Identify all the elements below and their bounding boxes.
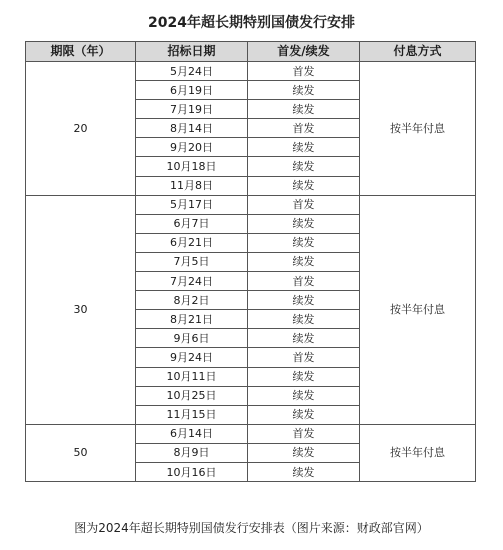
interest-payment-cell: 按半年付息 bbox=[360, 424, 476, 481]
auction-date-cell: 8月9日 bbox=[136, 443, 248, 462]
auction-date-cell: 9月6日 bbox=[136, 329, 248, 348]
header-term: 期限（年） bbox=[26, 42, 136, 62]
issue-type-cell: 续发 bbox=[248, 214, 360, 233]
issue-type-cell: 续发 bbox=[248, 291, 360, 310]
issue-type-cell: 首发 bbox=[248, 348, 360, 367]
header-auction-date: 招标日期 bbox=[136, 42, 248, 62]
issue-type-cell: 续发 bbox=[248, 443, 360, 462]
issue-type-cell: 续发 bbox=[248, 138, 360, 157]
header-row bbox=[26, 42, 476, 62]
term-cell: 30 bbox=[26, 195, 136, 424]
issue-type-cell: 首发 bbox=[248, 424, 360, 443]
bond-schedule-table bbox=[25, 41, 476, 482]
auction-date-cell: 5月24日 bbox=[136, 62, 248, 81]
issue-type-cell: 首发 bbox=[248, 195, 360, 214]
term-cell: 50 bbox=[26, 424, 136, 481]
issue-type-cell: 续发 bbox=[248, 100, 360, 119]
issue-type-cell: 续发 bbox=[248, 157, 360, 176]
issue-type-cell: 续发 bbox=[248, 252, 360, 271]
auction-date-cell: 10月11日 bbox=[136, 367, 248, 386]
table-title: 2024年超长期特别国债发行安排 bbox=[148, 15, 355, 31]
auction-date-cell: 6月14日 bbox=[136, 424, 248, 443]
issue-type-cell: 续发 bbox=[248, 367, 360, 386]
issue-type-cell: 续发 bbox=[248, 405, 360, 424]
auction-date-cell: 11月8日 bbox=[136, 176, 248, 195]
auction-date-cell: 6月21日 bbox=[136, 233, 248, 252]
issue-type-cell: 首发 bbox=[248, 272, 360, 291]
auction-date-cell: 11月15日 bbox=[136, 405, 248, 424]
auction-date-cell: 6月19日 bbox=[136, 81, 248, 100]
auction-date-cell: 7月19日 bbox=[136, 100, 248, 119]
issue-type-cell: 首发 bbox=[248, 62, 360, 81]
auction-date-cell: 9月24日 bbox=[136, 348, 248, 367]
auction-date-cell: 7月5日 bbox=[136, 252, 248, 271]
issue-type-cell: 续发 bbox=[248, 310, 360, 329]
header-interest-payment: 付息方式 bbox=[360, 42, 476, 62]
auction-date-cell: 8月14日 bbox=[136, 119, 248, 138]
issue-type-cell: 续发 bbox=[248, 329, 360, 348]
table-row bbox=[26, 424, 476, 443]
auction-date-cell: 9月20日 bbox=[136, 138, 248, 157]
auction-date-cell: 8月2日 bbox=[136, 291, 248, 310]
table-body bbox=[26, 62, 476, 482]
table-row bbox=[26, 195, 476, 214]
interest-payment-cell: 按半年付息 bbox=[360, 195, 476, 424]
auction-date-cell: 7月24日 bbox=[136, 272, 248, 291]
interest-payment-cell: 按半年付息 bbox=[360, 62, 476, 196]
header-issue-type: 首发/续发 bbox=[248, 42, 360, 62]
issue-type-cell: 首发 bbox=[248, 119, 360, 138]
auction-date-cell: 10月25日 bbox=[136, 386, 248, 405]
term-cell: 20 bbox=[26, 62, 136, 196]
issue-type-cell: 续发 bbox=[248, 233, 360, 252]
auction-date-cell: 5月17日 bbox=[136, 195, 248, 214]
issue-type-cell: 续发 bbox=[248, 462, 360, 481]
auction-date-cell: 8月21日 bbox=[136, 310, 248, 329]
auction-date-cell: 10月16日 bbox=[136, 462, 248, 481]
auction-date-cell: 6月7日 bbox=[136, 214, 248, 233]
issue-type-cell: 续发 bbox=[248, 81, 360, 100]
issue-type-cell: 续发 bbox=[248, 386, 360, 405]
auction-date-cell: 10月18日 bbox=[136, 157, 248, 176]
issue-type-cell: 续发 bbox=[248, 176, 360, 195]
image-caption: 图为2024年超长期特别国债发行安排表（图片来源：财政部官网） bbox=[74, 521, 429, 535]
table-row bbox=[26, 62, 476, 81]
